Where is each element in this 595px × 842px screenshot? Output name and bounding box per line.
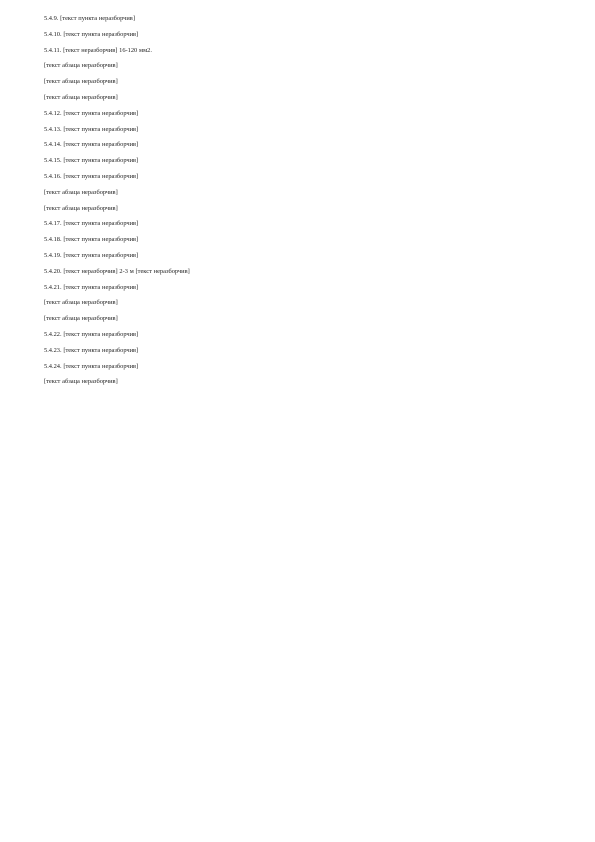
paragraph: [текст абзаца неразборчив] [44,93,118,101]
paragraph-5-4-19: 5.4.19. [текст пункта неразборчив] [44,251,139,259]
paragraph-5-4-24: 5.4.24. [текст пункта неразборчив] [44,362,139,370]
paragraph: [текст абзаца неразборчив] [44,62,118,70]
paragraph-5-4-16: 5.4.16. [текст пункта неразборчив] [44,172,139,180]
paragraph-5-4-22: 5.4.22. [текст пункта неразборчив] [44,330,139,338]
paragraph-5-4-11: 5.4.11. [текст неразборчив] 16-120 мм2. [44,46,152,54]
paragraph-5-4-9: 5.4.9. [текст пункта неразборчив] [44,15,135,22]
paragraph-5-4-17: 5.4.17. [текст пункта неразборчив] [44,220,139,228]
paragraph-5-4-18: 5.4.18. [текст пункта неразборчив] [44,236,139,244]
paragraph-5-4-12: 5.4.12. [текст пункта неразборчив] [44,109,139,117]
paragraph: [текст абзаца неразборчив] [44,188,118,196]
paragraph: [текст абзаца неразборчив] [44,378,118,386]
paragraph-5-4-21: 5.4.21. [текст пункта неразборчив] [44,283,139,291]
paragraph-5-4-20: 5.4.20. [текст неразборчив] 2-3 м [текст неразборчив] [44,267,190,275]
paragraph: [текст абзаца неразборчив] [44,315,118,323]
paragraph: [текст абзаца неразборчив] [44,78,118,86]
paragraph-5-4-14: 5.4.14. [текст пункта неразборчив] [44,141,139,149]
paragraph: [текст абзаца неразборчив] [44,299,118,307]
paragraph-5-4-15: 5.4.15. [текст пункта неразборчив] [44,157,139,165]
paragraph-5-4-10: 5.4.10. [текст пункта неразборчив] [44,30,139,38]
paragraph: [текст абзаца неразборчив] [44,204,118,212]
paragraph-5-4-23: 5.4.23. [текст пункта неразборчив] [44,346,139,354]
paragraph-5-4-13: 5.4.13. [текст пункта неразборчив] [44,125,139,133]
